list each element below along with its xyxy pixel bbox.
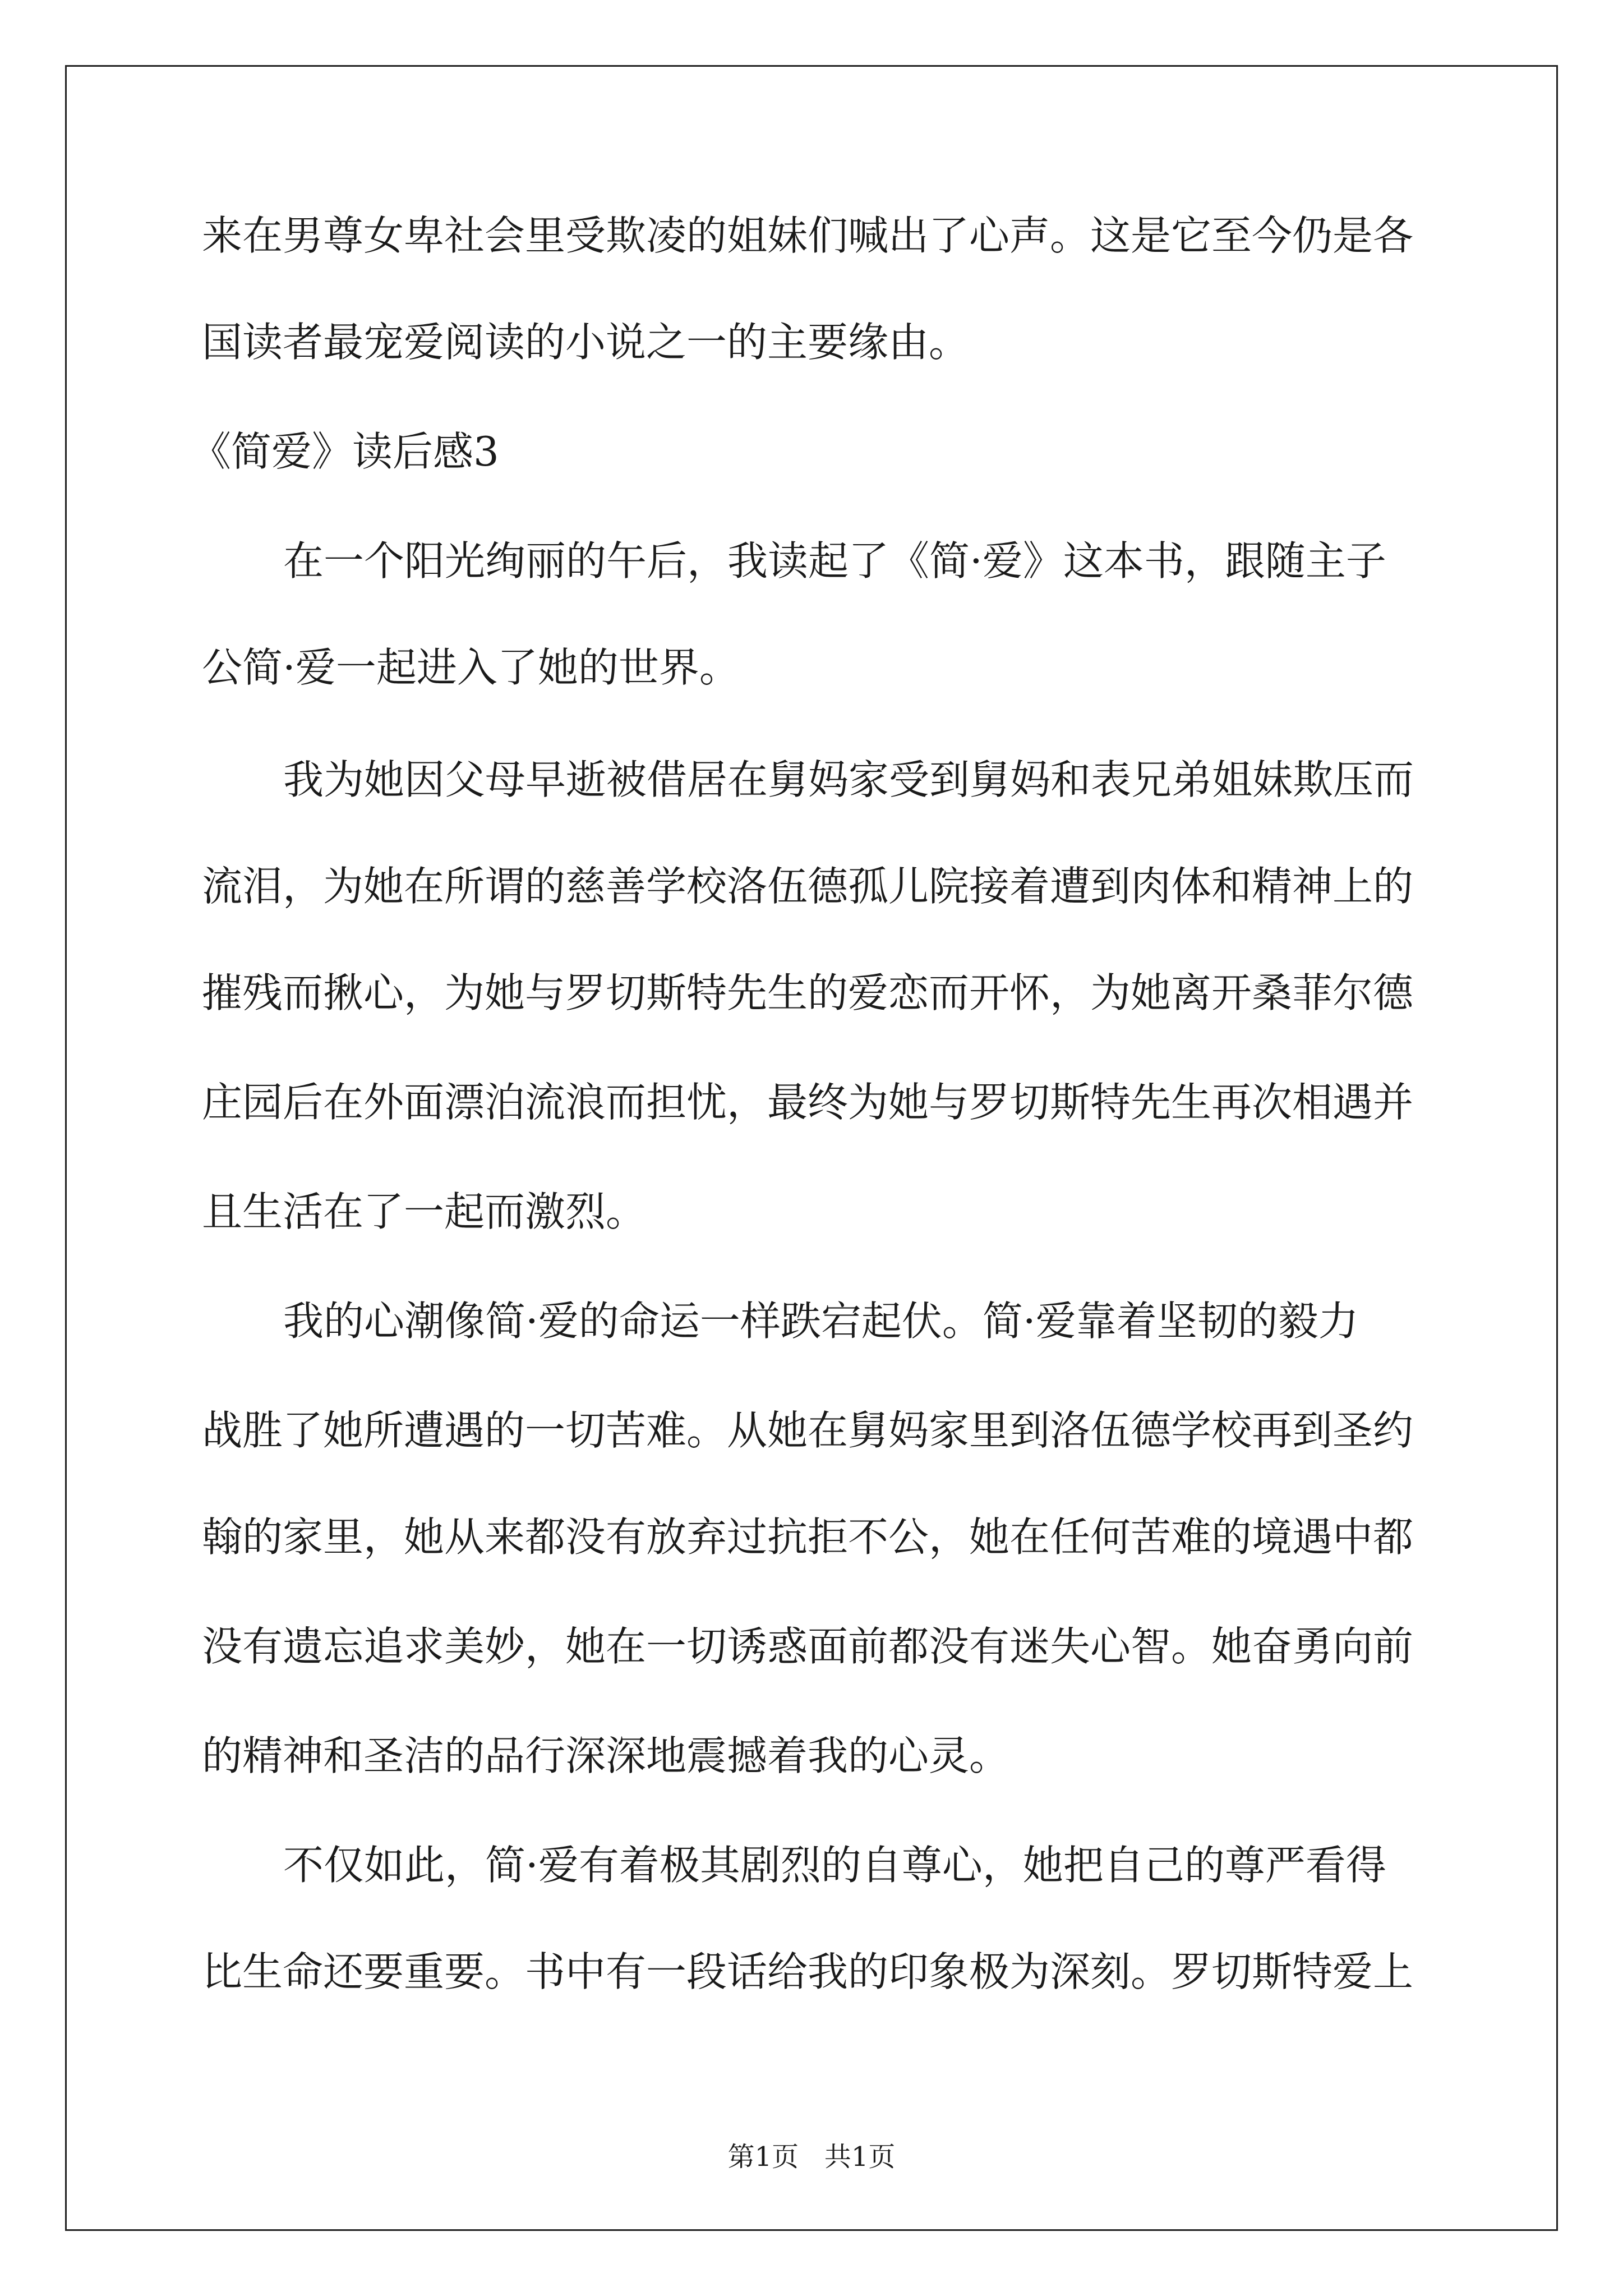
- text-line: 我为她因父母早逝被借居在舅妈家受到舅妈和表兄弟姐妹欺压而: [283, 756, 1414, 803]
- text-line: 庄园后在外面漂泊流浪而担忧，最终为她与罗切斯特先生再次相遇并: [202, 1079, 1414, 1126]
- text-line: 没有遗忘追求美妙，她在一切诱惑面前都没有迷失心智。她奋勇向前: [202, 1623, 1414, 1670]
- text-line: 国读者最宠爱阅读的小说之一的主要缘由。: [202, 319, 970, 366]
- text-line: 不仅如此，简·爱有着极其剧烈的自尊心，她把自己的尊严看得: [283, 1842, 1386, 1889]
- text-line: 翰的家里，她从来都没有放弃过抗拒不公，她在任何苦难的境遇中都: [202, 1513, 1414, 1561]
- text-line: 且生活在了一起而激烈。: [202, 1188, 647, 1235]
- text-line: 公简·爱一起进入了她的世界。: [202, 644, 740, 691]
- text-line: 流泪，为她在所谓的慈善学校洛伍德孤儿院接着遭到肉体和精神上的: [202, 863, 1414, 910]
- page-border: [65, 65, 1558, 2231]
- text-line: 的精神和圣洁的品行深深地震撼着我的心灵。: [202, 1732, 1010, 1779]
- text-line: 战胜了她所遭遇的一切苦难。从她在舅妈家里到洛伍德学校再到圣约: [202, 1407, 1414, 1454]
- page-number-footer: 第1页 共1页: [727, 2141, 896, 2173]
- text-line: 比生命还要重要。书中有一段话给我的印象极为深刻。罗切斯特爱上: [202, 1948, 1414, 1995]
- text-line: 摧残而揪心，为她与罗切斯特先生的爱恋而开怀，为她离开桑菲尔德: [202, 969, 1414, 1016]
- text-line: 来在男尊女卑社会里受欺凌的姐妹们喊出了心声。这是它至今仍是各: [202, 212, 1414, 259]
- section-heading: 《简爱》读后感3: [191, 428, 499, 475]
- text-line: 我的心潮像简·爱的命运一样跌宕起伏。简·爱靠着坚韧的毅力: [283, 1297, 1359, 1345]
- text-line: 在一个阳光绚丽的午后，我读起了《简·爱》这本书，跟随主子: [283, 537, 1386, 585]
